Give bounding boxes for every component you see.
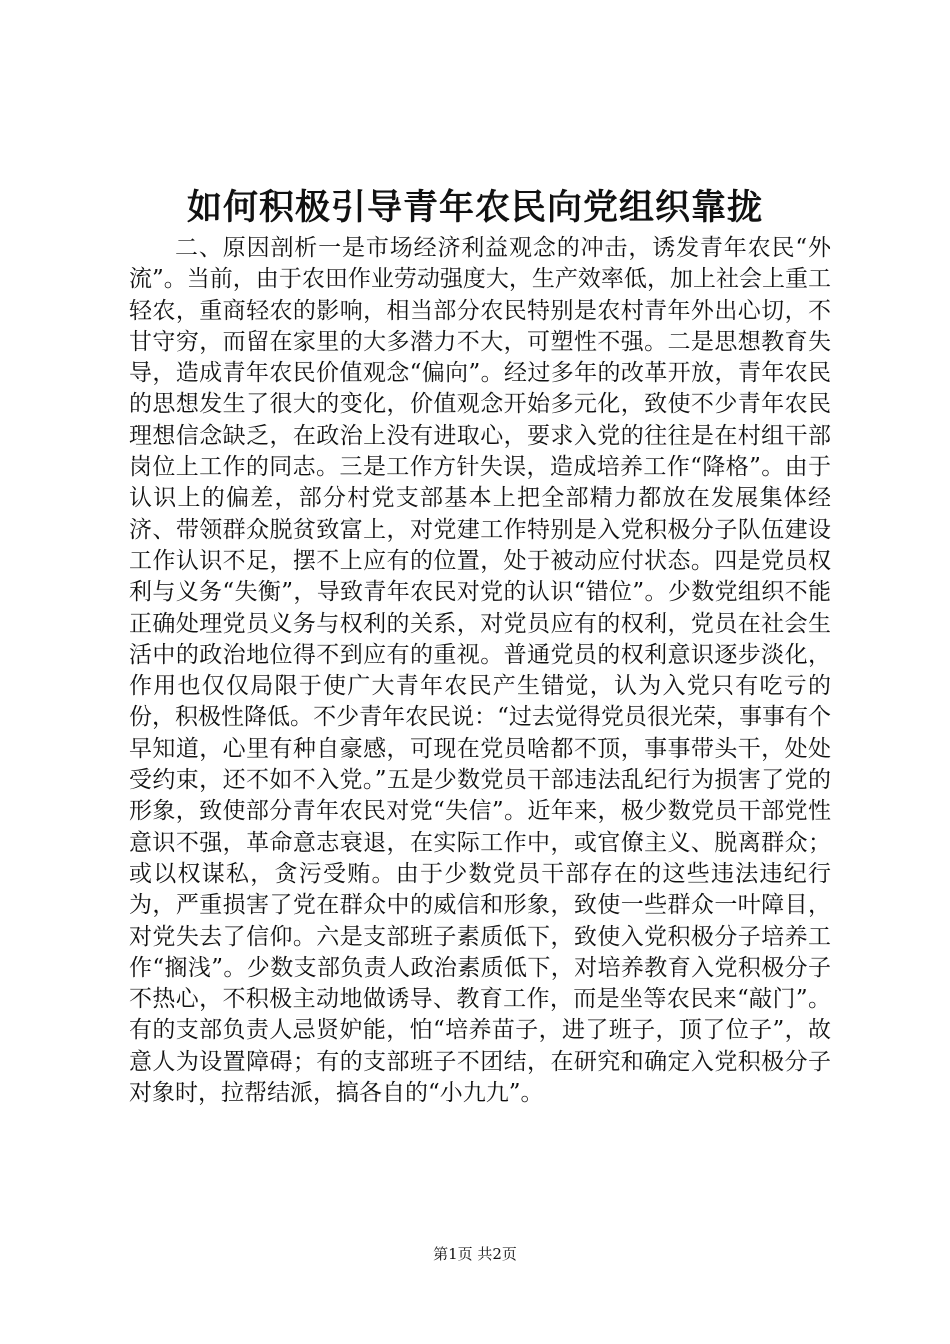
page-footer: 第1页 共2页 [433, 1245, 517, 1263]
document-title: 如何积极引导青年农民向党组织靠拢 [186, 187, 763, 228]
body-paragraph: 二、原因剖析一是市场经济利益观念的冲击，诱发青年农民“外流”。当前，由于农田作业劳动强度大，生产效率低，加上社会上重工轻农，重商轻农的影响，相当部分农民特别是农村青年外出心切，不甘守穷，而留在家里的大多潜力不大，可塑性不强。二是思想教育失导，造成青年农民价值观念“偏向”。经过多年的改革开放，青年农民的思想发生了很大的变化，价值观念开始多元化，致使不少青年农民理想信念缺乏，在政治上没有进取心，要求入党的往往是在村组干部岗位上工作的同志。三是工作方针失误，造成培养工作“降格”。由于认识上的偏差，部分村党支部基本上把全部精力都放在发展集体经济、带领群众脱贫致富上，对党建工作特别是入党积极分子队伍建设工作认识不足，摆不上应有的位置，处于被动应付状态。四是党员权利与义务“失衡”，导致青年农民对党的认识“错位”。少数党组织不能正确处理党员义务与权利的关系，对党员应有的权利，党员在社会生活中的政治地位得不到应有的重视。普通党员的权利意识逐步淡化，作用也仅仅局限于使广大青年农民产生错觉，认为入党只有吃亏的份，积极性降低。不少青年农民说：“过去觉得党员很光荣，事事有个早知道，心里有种自豪感，可现在党员啥都不顶，事事带头干，处处受约束，还不如不入党。”五是少数党员干部违法乱纪行为损害了党的形象，致使部分青年农民对党“失信”。近年来，极少数党员干部党性意识不强，革命意志衰退，在实际工作中，或官僚主义、脱离群众；或以权谋私，贪污受贿。由于少数党员干部存在的这些违法违纪行为，严重损害了党在群众中的威信和形象，致使一些群众一叶障目，对党失去了信仰。六是支部班子素质低下，致使入党积极分子培养工作“搁浅”。少数支部负责人政治素质低下，对培养教育入党积极分子不热心，不积极主动地做诱导、教育工作，而是坐等农民来“敲门”。有的支部负责人忌贤妒能，怕“培养苗子，进了班子，顶了位子”，故意人为设置障碍；有的支部班子不团结，在研究和确定入党积极分子对象时，拉帮结派，搞各自的“小九九”。 [129, 235, 831, 1107]
